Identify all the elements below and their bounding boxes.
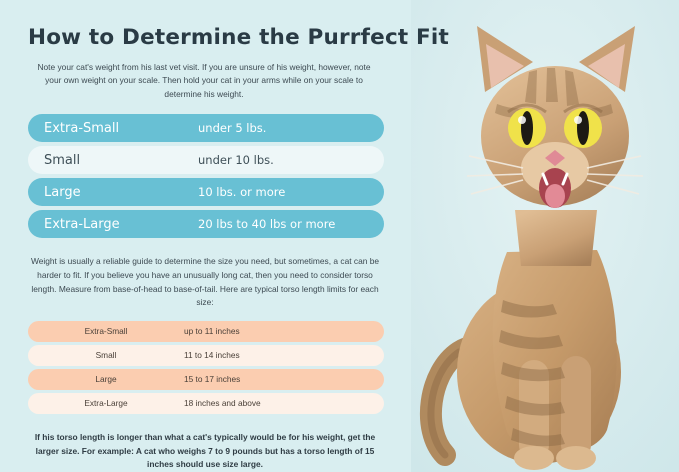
table-row: [28, 114, 384, 142]
torso-length-table: [28, 321, 384, 414]
torso-row-value: 18 inches and above: [184, 398, 261, 409]
cat-photo: [411, 0, 679, 472]
weight-row-value: 10 lbs. or more: [198, 185, 286, 200]
torso-row-value: 15 to 17 inches: [184, 374, 241, 385]
torso-row-value: up to 11 inches: [184, 326, 240, 337]
weight-row-label: Extra-Large: [44, 216, 120, 232]
table-row: [28, 369, 384, 390]
table-row: [28, 345, 384, 366]
page-title: How to Determine the Purrfect Fit: [28, 25, 449, 50]
intro-paragraph: Note your cat's weight from his last vet visit. If you are unsure of his weight, however, note your own weight on your scale. Then hold your cat in your arms while on your scale to determine his weight.: [37, 61, 371, 99]
table-row: [28, 210, 384, 238]
torso-explanation-paragraph: Weight is usually a reliable guide to determine the size you need, but sometimes, a cat can be harder to fit. If you believe you have an unusually long cat, then you need to consider torso length. Measure from base-of-head to base-of-tail. Here are typical torso length limits for each size:: [30, 256, 380, 308]
footer-note: If his torso length is longer than what a cat's typically would be for his weight, get the larger size. For example: A cat who weighs 7 to 9 pounds but has a torso length of 15 inches should use size large.: [34, 431, 376, 470]
weight-size-table: [28, 114, 384, 238]
table-row: [28, 321, 384, 342]
weight-row-label: Small: [44, 152, 81, 168]
weight-row-value: under 10 lbs.: [198, 153, 274, 168]
torso-row-label: Extra-Small: [84, 326, 128, 337]
weight-row-label: Extra-Small: [44, 120, 120, 136]
weight-row-value: 20 lbs to 40 lbs or more: [198, 217, 336, 232]
torso-row-value: 11 to 14 inches: [184, 350, 240, 361]
torso-row-label: Small: [95, 350, 117, 361]
table-row: [28, 178, 384, 206]
table-row: [28, 393, 384, 414]
weight-row-label: Large: [44, 184, 81, 200]
weight-row-value: under 5 lbs.: [198, 121, 267, 136]
torso-row-label: Extra-Large: [84, 398, 128, 409]
torso-row-label: Large: [95, 374, 117, 385]
table-row: [28, 146, 384, 174]
